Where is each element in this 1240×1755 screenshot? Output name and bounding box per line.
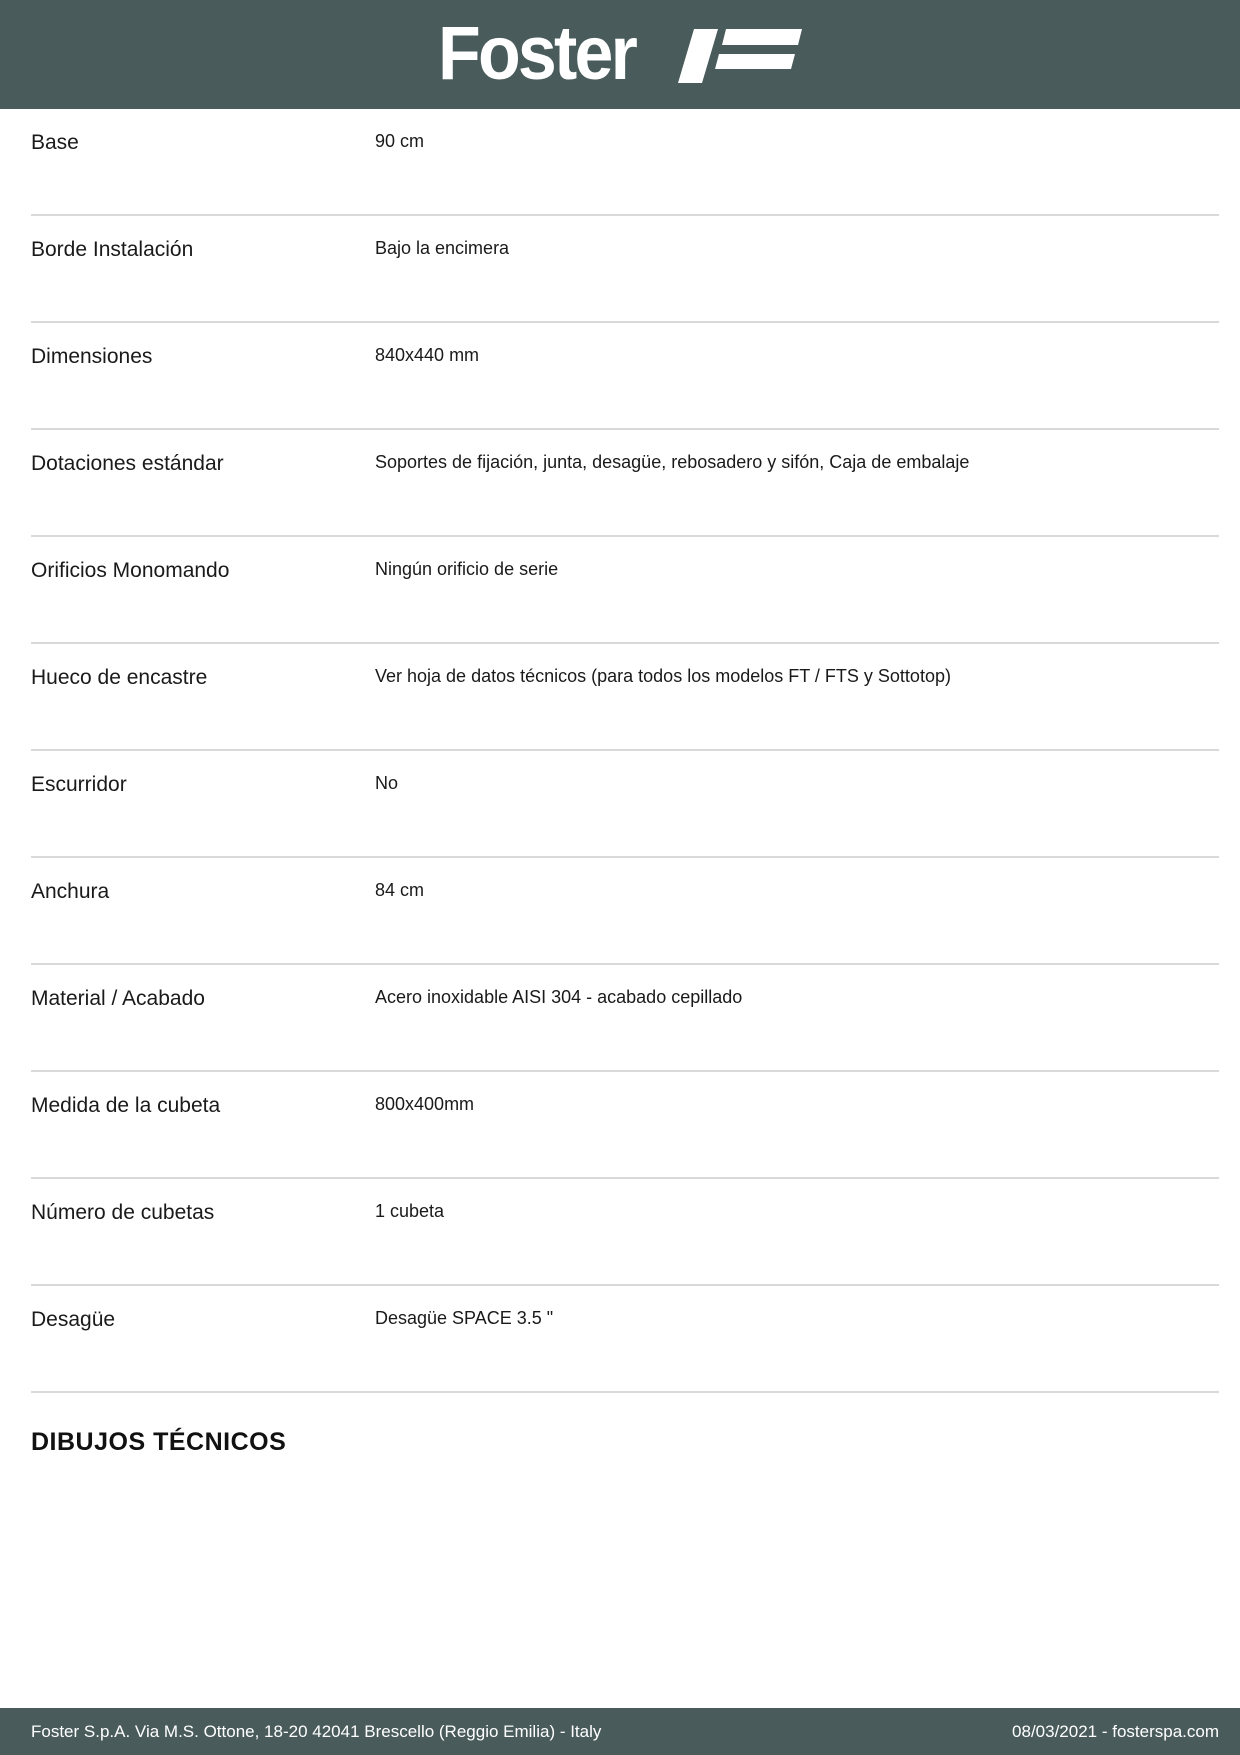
spec-label: Base bbox=[31, 131, 79, 154]
page-footer bbox=[0, 1708, 1240, 1755]
foster-logo bbox=[438, 11, 652, 96]
spec-value: Bajo la encimera bbox=[375, 238, 510, 258]
spec-value: 84 cm bbox=[375, 880, 425, 900]
spec-row bbox=[31, 323, 1219, 430]
spec-row bbox=[31, 965, 1219, 1072]
spec-value: Ver hoja de datos técnicos (para todos los modelos FT / FTS y Sottotop) bbox=[375, 666, 951, 686]
spec-row bbox=[31, 537, 1219, 644]
spec-value: Ningún orificio de serie bbox=[375, 559, 559, 579]
specifications-table bbox=[31, 109, 1219, 1393]
spec-label: Desagüe bbox=[31, 1308, 116, 1331]
spec-label: Borde Instalación bbox=[31, 238, 194, 261]
spec-label: Dimensiones bbox=[31, 345, 153, 368]
spec-row bbox=[31, 1072, 1219, 1179]
spec-row bbox=[31, 751, 1219, 858]
spec-label: Medida de la cubeta bbox=[31, 1094, 221, 1117]
spec-label: Dotaciones estándar bbox=[31, 452, 224, 475]
spec-row bbox=[31, 1179, 1219, 1286]
page-header bbox=[0, 0, 1240, 109]
spec-value: Desagüe SPACE 3.5 " bbox=[375, 1308, 554, 1328]
spec-label: Escurridor bbox=[31, 773, 127, 796]
spec-row bbox=[31, 430, 1219, 537]
spec-row bbox=[31, 1286, 1219, 1393]
footer-address: Foster S.p.A. Via M.S. Ottone, 18-20 42041 Brescello (Reggio Emilia) - Italy bbox=[31, 1722, 602, 1741]
foster-stripes-logo-mark-icon bbox=[678, 29, 802, 83]
spec-label: Orificios Monomando bbox=[31, 559, 230, 582]
footer-date-site: 08/03/2021 - fosterspa.com bbox=[1012, 1722, 1219, 1741]
spec-value: 800x400mm bbox=[375, 1094, 475, 1114]
spec-row bbox=[31, 644, 1219, 751]
spec-row bbox=[31, 858, 1219, 965]
spec-value: No bbox=[375, 773, 399, 793]
spec-row bbox=[31, 216, 1219, 323]
spec-row bbox=[31, 109, 1219, 216]
spec-value: Soportes de fijación, junta, desagüe, rebosadero y sifón, Caja de embalaje bbox=[375, 452, 970, 472]
spec-value: Acero inoxidable AISI 304 - acabado cepillado bbox=[375, 987, 743, 1007]
spec-label: Anchura bbox=[31, 880, 110, 903]
logo-text: Foster bbox=[438, 11, 636, 96]
spec-value: 840x440 mm bbox=[375, 345, 480, 365]
spec-label: Hueco de encastre bbox=[31, 666, 208, 689]
spec-label: Número de cubetas bbox=[31, 1201, 215, 1224]
spec-value: 90 cm bbox=[375, 131, 425, 151]
spec-label: Material / Acabado bbox=[31, 987, 205, 1010]
spec-value: 1 cubeta bbox=[375, 1201, 445, 1221]
technical-drawings-heading: DIBUJOS TÉCNICOS bbox=[31, 1428, 287, 1456]
